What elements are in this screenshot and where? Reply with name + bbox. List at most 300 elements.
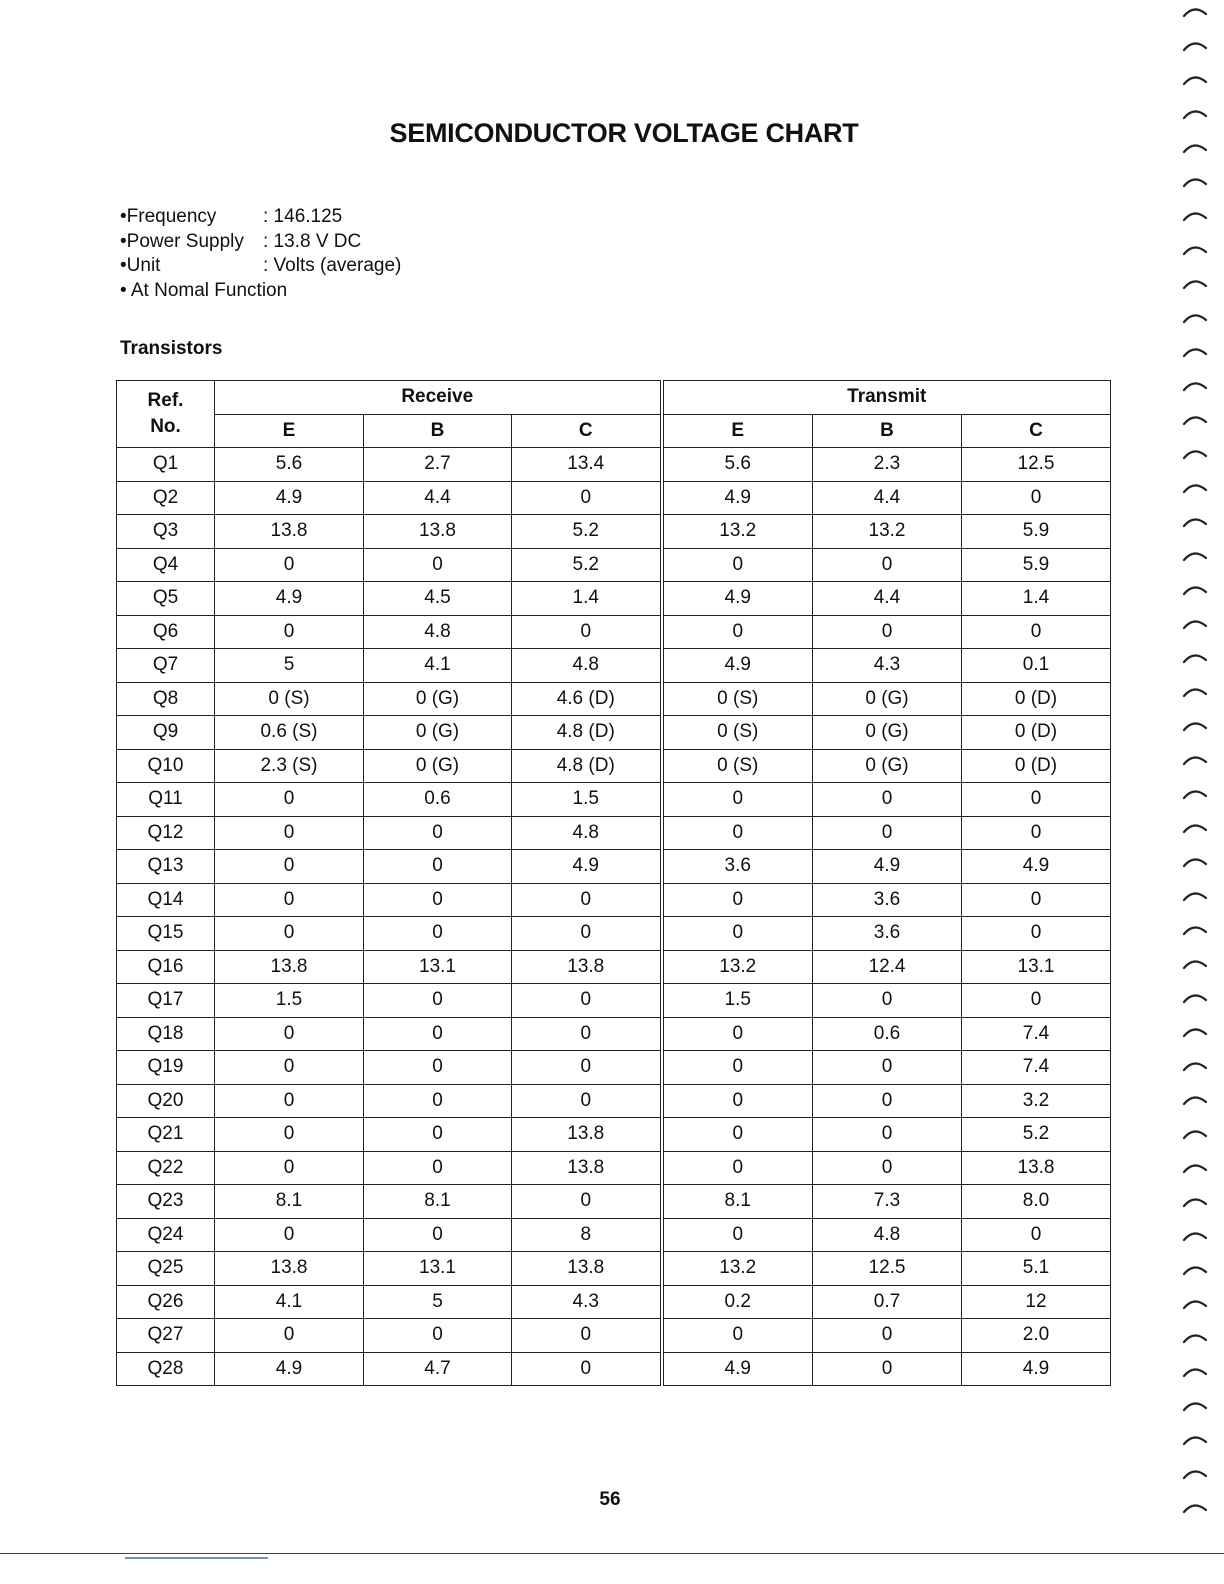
ref-header-line2: No. <box>150 416 181 437</box>
binding-ring-icon <box>1184 77 1206 84</box>
binding-ring-icon <box>1184 927 1206 934</box>
binding-ring-icon <box>1184 1369 1206 1376</box>
binding-ring-icon <box>1184 179 1206 186</box>
voltage-cell: 4.1 <box>215 1285 364 1319</box>
binding-ring-icon <box>1184 1505 1206 1512</box>
voltage-cell: 8 <box>512 1218 662 1252</box>
voltage-cell: 13.8 <box>512 1151 662 1185</box>
voltage-cell: 4.9 <box>215 1352 364 1386</box>
voltage-cell: 0 (S) <box>662 716 813 750</box>
table-row <box>117 1084 1111 1118</box>
ref-no-cell: Q2 <box>117 481 215 515</box>
voltage-cell: 5.9 <box>962 515 1111 549</box>
ref-no-cell: Q11 <box>117 783 215 817</box>
binding-ring-icon <box>1184 1471 1206 1478</box>
voltage-cell: 0 <box>364 816 512 850</box>
voltage-cell: 3.6 <box>813 883 962 917</box>
voltage-cell: 0 <box>662 1084 813 1118</box>
table-row <box>117 950 1111 984</box>
voltage-cell: 0 <box>364 1319 512 1353</box>
binding-ring-icon <box>1184 315 1206 322</box>
voltage-cell: 0 <box>962 816 1111 850</box>
voltage-cell: 0 <box>364 1017 512 1051</box>
binding-ring-icon <box>1184 383 1206 390</box>
voltage-cell: 0 <box>662 1218 813 1252</box>
voltage-cell: 13.2 <box>813 515 962 549</box>
voltage-cell: 8.1 <box>662 1185 813 1219</box>
binding-ring-icon <box>1184 791 1206 798</box>
binding-ring-icon <box>1184 1131 1206 1138</box>
binding-ring-icon <box>1184 1233 1206 1240</box>
voltage-cell: 0 <box>364 548 512 582</box>
voltage-cell: 0 <box>962 1218 1111 1252</box>
voltage-cell: 5.9 <box>962 548 1111 582</box>
voltage-cell: 0 (S) <box>662 749 813 783</box>
binding-ring-icon <box>1184 247 1206 254</box>
subheader-receive-b: B <box>364 414 512 448</box>
binding-ring-icon <box>1184 1335 1206 1342</box>
voltage-cell: 2.0 <box>962 1319 1111 1353</box>
table-row <box>117 1252 1111 1286</box>
voltage-cell: 1.4 <box>512 582 662 616</box>
voltage-cell: 0 <box>512 615 662 649</box>
voltage-cell: 4.8 <box>364 615 512 649</box>
voltage-cell: 0 <box>962 984 1111 1018</box>
binding-ring-icon <box>1184 859 1206 866</box>
voltage-cell: 4.6 (D) <box>512 682 662 716</box>
binding-ring-icon <box>1184 1165 1206 1172</box>
voltage-cell: 5.6 <box>215 448 364 482</box>
voltage-cell: 4.7 <box>364 1352 512 1386</box>
table-row <box>117 883 1111 917</box>
binding-ring-icon <box>1184 757 1206 764</box>
voltage-cell: 0 <box>364 1118 512 1152</box>
voltage-cell: 0.6 <box>364 783 512 817</box>
voltage-cell: 0 <box>215 1051 364 1085</box>
voltage-cell: 3.6 <box>813 917 962 951</box>
condition-power-supply <box>120 230 401 255</box>
voltage-cell: 12 <box>962 1285 1111 1319</box>
voltage-cell: 0 <box>512 1352 662 1386</box>
voltage-cell: 4.9 <box>662 649 813 683</box>
table-row <box>117 1352 1111 1386</box>
table-row <box>117 548 1111 582</box>
ref-no-cell: Q18 <box>117 1017 215 1051</box>
binding-ring-icon <box>1184 485 1206 492</box>
ref-no-cell: Q10 <box>117 749 215 783</box>
table-row <box>117 850 1111 884</box>
subheader-transmit-b: B <box>813 414 962 448</box>
ref-no-cell: Q23 <box>117 1185 215 1219</box>
ref-no-cell: Q4 <box>117 548 215 582</box>
voltage-cell: 4.9 <box>215 582 364 616</box>
ref-no-cell: Q16 <box>117 950 215 984</box>
voltage-cell: 0 <box>512 1319 662 1353</box>
voltage-cell: 0.2 <box>662 1285 813 1319</box>
ref-no-cell: Q3 <box>117 515 215 549</box>
voltage-cell: 0 <box>215 1151 364 1185</box>
voltage-cell: 0 (G) <box>813 716 962 750</box>
table-row <box>117 1285 1111 1319</box>
voltage-cell: 5.2 <box>512 548 662 582</box>
binding-ring-icon <box>1184 1097 1206 1104</box>
voltage-cell: 0 <box>962 917 1111 951</box>
table-row <box>117 1017 1111 1051</box>
voltage-cell: 0.6 (S) <box>215 716 364 750</box>
binding-ring-icon <box>1184 825 1206 832</box>
voltage-cell: 7.4 <box>962 1017 1111 1051</box>
table-row <box>117 682 1111 716</box>
voltage-cell: 5 <box>364 1285 512 1319</box>
voltage-cell: 4.9 <box>962 1352 1111 1386</box>
transmit-group-header: Transmit <box>662 381 1111 415</box>
voltage-cell: 0 <box>215 883 364 917</box>
voltage-cell: 0 <box>662 783 813 817</box>
voltage-cell: 13.8 <box>215 950 364 984</box>
voltage-cell: 0 <box>215 1319 364 1353</box>
binding-ring-icon <box>1184 995 1206 1002</box>
voltage-cell: 2.7 <box>364 448 512 482</box>
voltage-cell: 0.1 <box>962 649 1111 683</box>
voltage-cell: 0 <box>215 548 364 582</box>
voltage-cell: 8.1 <box>364 1185 512 1219</box>
ref-no-cell: Q24 <box>117 1218 215 1252</box>
ref-no-header <box>117 381 215 448</box>
voltage-cell: 0 <box>813 783 962 817</box>
table-row <box>117 615 1111 649</box>
voltage-cell: 13.8 <box>215 1252 364 1286</box>
table-header-row <box>117 381 1111 415</box>
table-row <box>117 515 1111 549</box>
voltage-cell: 0 <box>662 615 813 649</box>
voltage-cell: 1.4 <box>962 582 1111 616</box>
page-edge-accent <box>125 1557 268 1559</box>
ref-no-cell: Q6 <box>117 615 215 649</box>
ref-no-cell: Q7 <box>117 649 215 683</box>
voltage-cell: 0 <box>364 984 512 1018</box>
voltage-cell: 0 <box>813 615 962 649</box>
binding-ring-icon <box>1184 111 1206 118</box>
voltage-cell: 0 (S) <box>662 682 813 716</box>
voltage-cell: 0.6 <box>813 1017 962 1051</box>
ref-no-cell: Q20 <box>117 1084 215 1118</box>
binding-ring-icon <box>1184 1267 1206 1274</box>
binding-ring-icon <box>1184 1437 1206 1444</box>
voltage-cell: 4.8 <box>813 1218 962 1252</box>
voltage-cell: 3.2 <box>962 1084 1111 1118</box>
voltage-cell: 0 <box>512 481 662 515</box>
voltage-cell: 0 (D) <box>962 749 1111 783</box>
subheader-receive-c: C <box>512 414 662 448</box>
voltage-cell: 0 (G) <box>364 716 512 750</box>
voltage-cell: 0 <box>215 917 364 951</box>
ref-no-cell: Q8 <box>117 682 215 716</box>
voltage-cell: 0 <box>364 917 512 951</box>
ref-no-cell: Q1 <box>117 448 215 482</box>
voltage-cell: 4.9 <box>512 850 662 884</box>
table-row <box>117 582 1111 616</box>
voltage-cell: 7.3 <box>813 1185 962 1219</box>
table-row <box>117 1185 1111 1219</box>
voltage-cell: 0 <box>215 850 364 884</box>
voltage-cell: 0 <box>215 1084 364 1118</box>
voltage-cell: 4.4 <box>364 481 512 515</box>
table-row <box>117 984 1111 1018</box>
voltage-cell: 5.1 <box>962 1252 1111 1286</box>
table-row <box>117 448 1111 482</box>
binding-ring-icon <box>1184 1199 1206 1206</box>
ref-no-cell: Q13 <box>117 850 215 884</box>
voltage-cell: 0 (G) <box>813 749 962 783</box>
binding-ring-icon <box>1184 1301 1206 1308</box>
page-number: 56 <box>599 1489 621 1510</box>
voltage-cell: 13.8 <box>215 515 364 549</box>
voltage-cell: 0 <box>813 984 962 1018</box>
voltage-cell: 13.2 <box>662 1252 813 1286</box>
voltage-cell: 0 <box>813 548 962 582</box>
voltage-cell: 0 <box>364 850 512 884</box>
voltage-cell: 4.8 <box>512 649 662 683</box>
voltage-cell: 13.8 <box>512 1118 662 1152</box>
voltage-cell: 0 <box>364 1051 512 1085</box>
voltage-cell: 0 (G) <box>364 749 512 783</box>
voltage-cell: 13.8 <box>512 950 662 984</box>
binding-ring-icon <box>1184 9 1206 16</box>
voltage-cell: 0 <box>364 883 512 917</box>
ref-no-cell: Q5 <box>117 582 215 616</box>
voltage-cell: 0 <box>512 883 662 917</box>
voltage-cell: 4.3 <box>512 1285 662 1319</box>
ref-no-cell: Q19 <box>117 1051 215 1085</box>
voltage-cell: 2.3 <box>813 448 962 482</box>
binding-ring-icon <box>1184 961 1206 968</box>
binding-ring-icon <box>1184 655 1206 662</box>
voltage-cell: 1.5 <box>512 783 662 817</box>
receive-group-header: Receive <box>215 381 662 415</box>
voltage-cell: 0 <box>512 984 662 1018</box>
condition-frequency <box>120 205 401 230</box>
voltage-cell: 0 <box>813 1118 962 1152</box>
binding-ring-icon <box>1184 349 1206 356</box>
voltage-cell: 0 <box>512 1185 662 1219</box>
ref-no-cell: Q26 <box>117 1285 215 1319</box>
voltage-cell: 0 <box>364 1084 512 1118</box>
voltage-cell: 2.3 (S) <box>215 749 364 783</box>
voltage-cell: 0 <box>512 917 662 951</box>
voltage-cell: 4.4 <box>813 582 962 616</box>
binding-ring-icon <box>1184 43 1206 50</box>
condition-value: : 146.125 <box>263 206 343 227</box>
binding-ring-icon <box>1184 519 1206 526</box>
voltage-cell: 0 <box>962 883 1111 917</box>
voltage-cell: 8.0 <box>962 1185 1111 1219</box>
subheader-transmit-e: E <box>662 414 813 448</box>
voltage-cell: 0 <box>662 1051 813 1085</box>
binding-ring-icon <box>1184 417 1206 424</box>
voltage-cell: 0 (G) <box>813 682 962 716</box>
voltage-cell: 0 <box>364 1151 512 1185</box>
ref-no-cell: Q9 <box>117 716 215 750</box>
voltage-cell: 12.4 <box>813 950 962 984</box>
voltage-cell: 4.3 <box>813 649 962 683</box>
ref-header-line1: Ref. <box>147 390 184 411</box>
binding-ring-icon <box>1184 587 1206 594</box>
voltage-cell: 0.7 <box>813 1285 962 1319</box>
table-row <box>117 1218 1111 1252</box>
binding-ring-icon <box>1184 621 1206 628</box>
table-row <box>117 749 1111 783</box>
voltage-cell: 0 <box>662 548 813 582</box>
voltage-cell: 0 <box>662 1151 813 1185</box>
voltage-cell: 4.9 <box>813 850 962 884</box>
condition-label: •Unit <box>120 255 161 276</box>
spiral-binding-icon <box>1176 0 1216 1545</box>
voltage-cell: 13.2 <box>662 515 813 549</box>
voltage-cell: 0 <box>962 783 1111 817</box>
voltage-cell: 13.1 <box>962 950 1111 984</box>
voltage-cell: 0 <box>215 615 364 649</box>
voltage-cell: 0 (G) <box>364 682 512 716</box>
voltage-cell: 0 <box>662 1319 813 1353</box>
ref-no-cell: Q17 <box>117 984 215 1018</box>
voltage-cell: 4.1 <box>364 649 512 683</box>
voltage-cell: 0 <box>813 1352 962 1386</box>
voltage-cell: 4.9 <box>215 481 364 515</box>
subheader-transmit-c: C <box>962 414 1111 448</box>
table-row <box>117 816 1111 850</box>
voltage-cell: 12.5 <box>813 1252 962 1286</box>
voltage-cell: 1.5 <box>662 984 813 1018</box>
binding-ring-icon <box>1184 281 1206 288</box>
binding-ring-icon <box>1184 1063 1206 1070</box>
voltage-cell: 7.4 <box>962 1051 1111 1085</box>
voltage-cell: 13.1 <box>364 1252 512 1286</box>
binding-ring-icon <box>1184 145 1206 152</box>
voltage-cell: 0 <box>215 1017 364 1051</box>
table-subheader-row <box>117 414 1111 448</box>
voltage-cell: 0 <box>364 1218 512 1252</box>
voltage-cell: 0 <box>662 1118 813 1152</box>
voltage-cell: 0 (D) <box>962 716 1111 750</box>
binding-ring-icon <box>1184 1403 1206 1410</box>
condition-label: •Power Supply <box>120 230 244 252</box>
voltage-table <box>116 380 1111 1386</box>
ref-no-cell: Q15 <box>117 917 215 951</box>
binding-ring-icon <box>1184 1029 1206 1036</box>
voltage-cell: 5.2 <box>512 515 662 549</box>
table-row <box>117 481 1111 515</box>
table-row <box>117 649 1111 683</box>
voltage-cell: 0 (D) <box>962 682 1111 716</box>
voltage-cell: 12.5 <box>962 448 1111 482</box>
condition-unit <box>120 254 401 279</box>
voltage-cell: 0 <box>662 816 813 850</box>
ref-no-cell: Q28 <box>117 1352 215 1386</box>
voltage-cell: 4.8 (D) <box>512 716 662 750</box>
ref-no-cell: Q21 <box>117 1118 215 1152</box>
voltage-cell: 0 <box>662 1017 813 1051</box>
voltage-cell: 13.1 <box>364 950 512 984</box>
voltage-cell: 4.8 <box>512 816 662 850</box>
voltage-cell: 0 <box>962 481 1111 515</box>
voltage-cell: 0 <box>962 615 1111 649</box>
section-title: Transistors <box>120 338 223 359</box>
subheader-receive-e: E <box>215 414 364 448</box>
voltage-cell: 0 <box>512 1084 662 1118</box>
voltage-cell: 4.9 <box>962 850 1111 884</box>
voltage-cell: 3.6 <box>662 850 813 884</box>
condition-function <box>120 279 401 304</box>
ref-no-cell: Q27 <box>117 1319 215 1353</box>
voltage-cell: 13.8 <box>512 1252 662 1286</box>
ref-no-cell: Q12 <box>117 816 215 850</box>
table-row <box>117 716 1111 750</box>
voltage-cell: 0 <box>215 1118 364 1152</box>
voltage-cell: 0 <box>215 783 364 817</box>
voltage-cell: 0 <box>662 917 813 951</box>
voltage-cell: 13.8 <box>364 515 512 549</box>
voltage-cell: 5.2 <box>962 1118 1111 1152</box>
table-row <box>117 1319 1111 1353</box>
measurement-conditions <box>120 205 401 303</box>
voltage-cell: 0 <box>813 1319 962 1353</box>
ref-no-cell: Q25 <box>117 1252 215 1286</box>
voltage-cell: 0 <box>813 1051 962 1085</box>
voltage-cell: 0 <box>813 1151 962 1185</box>
voltage-cell: 8.1 <box>215 1185 364 1219</box>
binding-ring-icon <box>1184 213 1206 220</box>
binding-ring-icon <box>1184 723 1206 730</box>
table-row <box>117 1051 1111 1085</box>
table-row <box>117 1118 1111 1152</box>
binding-ring-icon <box>1184 689 1206 696</box>
binding-ring-icon <box>1184 893 1206 900</box>
condition-label: • At Nomal Function <box>120 279 288 301</box>
voltage-cell: 13.2 <box>662 950 813 984</box>
voltage-cell: 4.9 <box>662 582 813 616</box>
table-row <box>117 783 1111 817</box>
condition-value: : Volts (average) <box>263 255 402 276</box>
voltage-cell: 4.4 <box>813 481 962 515</box>
voltage-cell: 4.8 (D) <box>512 749 662 783</box>
voltage-cell: 1.5 <box>215 984 364 1018</box>
voltage-cell: 4.5 <box>364 582 512 616</box>
voltage-cell: 5 <box>215 649 364 683</box>
table-row <box>117 1151 1111 1185</box>
voltage-cell: 4.9 <box>662 481 813 515</box>
voltage-cell: 5.6 <box>662 448 813 482</box>
voltage-cell: 13.8 <box>962 1151 1111 1185</box>
voltage-cell: 0 <box>512 1051 662 1085</box>
voltage-cell: 0 <box>813 1084 962 1118</box>
ref-no-cell: Q14 <box>117 883 215 917</box>
condition-value: : 13.8 V DC <box>263 230 362 252</box>
page-edge-line <box>0 1553 1224 1554</box>
binding-ring-icon <box>1184 451 1206 458</box>
page-title: SEMICONDUCTOR VOLTAGE CHART <box>389 118 859 148</box>
table-row <box>117 917 1111 951</box>
voltage-cell: 0 <box>662 883 813 917</box>
ref-no-cell: Q22 <box>117 1151 215 1185</box>
voltage-cell: 0 <box>813 816 962 850</box>
voltage-cell: 0 <box>512 1017 662 1051</box>
voltage-cell: 0 <box>215 816 364 850</box>
voltage-cell: 4.9 <box>662 1352 813 1386</box>
voltage-cell: 0 <box>215 1218 364 1252</box>
voltage-cell: 13.4 <box>512 448 662 482</box>
binding-ring-icon <box>1184 553 1206 560</box>
condition-label: •Frequency <box>120 206 217 227</box>
